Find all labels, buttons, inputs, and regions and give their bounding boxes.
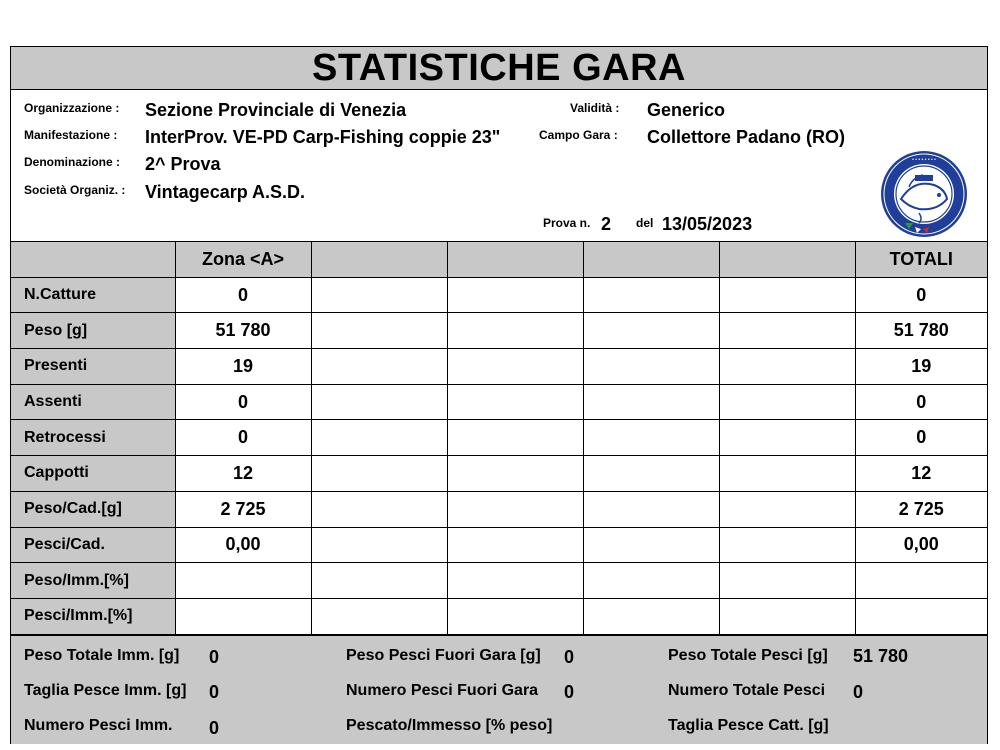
manifestazione-value: InterProv. VE-PD Carp-Fishing coppie 23" [145,127,501,147]
totali-cell: 51 780 [855,313,987,349]
table-cell [447,527,583,563]
table-cell [311,420,447,456]
table-cell [447,349,583,385]
row-label: Pesci/Cad. [11,527,175,563]
header-cell-empty [11,242,175,277]
totali-cell: 2 725 [855,491,987,527]
table-cell [447,420,583,456]
row-label: Pesci/Imm.[%] [11,598,175,634]
table-cell [719,456,855,492]
table-row [11,313,987,349]
totali-cell [855,563,987,599]
campo-gara-label: Campo Gara : [539,128,618,142]
table-cell: 0 [175,384,311,420]
header-cell [719,242,855,277]
organizzazione-label: Organizzazione : [24,101,120,115]
peso-totale-pesci-value: 51 780 [853,646,909,666]
table-row [11,598,987,634]
peso-fuori-gara-value: 0 [564,647,575,667]
table-cell: 12 [175,456,311,492]
table-row [11,527,987,563]
campo-gara-value: Collettore Padano (RO) [647,127,846,147]
footer-summary [11,635,987,744]
row-label: Presenti [11,349,175,385]
validita-value: Generico [647,100,726,120]
table-row [11,277,987,313]
row-label: Peso/Cad.[g] [11,491,175,527]
table-cell [719,598,855,634]
table-cell [311,527,447,563]
totali-cell: 0 [855,277,987,313]
header-cell-zona-a: Zona <A> [175,242,311,277]
row-label: Assenti [11,384,175,420]
header-cell [447,242,583,277]
peso-fuori-gara-label: Peso Pesci Fuori Gara [g] [346,647,541,664]
pescato-immesso-label: Pescato/Immesso [% peso] [346,717,553,734]
header-cell [311,242,447,277]
table-cell [719,384,855,420]
header-cell-totali: TOTALI [855,242,987,277]
numero-pesci-imm-value: 0 [209,718,220,738]
table-cell [719,420,855,456]
table-cell: 0 [175,277,311,313]
prova-label: Prova n. [543,216,591,230]
table-cell: 0 [175,420,311,456]
taglia-pesce-imm-label: Taglia Pesce Imm. [g] [24,682,187,699]
table-row [11,384,987,420]
row-label: Peso [g] [11,313,175,349]
numero-fuori-gara-label: Numero Pesci Fuori Gara [346,682,539,699]
peso-totale-pesci-label: Peso Totale Pesci [g] [668,647,828,664]
row-label: Retrocessi [11,420,175,456]
table-cell [447,491,583,527]
table-cell: 2 725 [175,491,311,527]
numero-totale-pesci-value: 0 [853,682,864,702]
del-label: del [636,216,654,230]
table-cell [311,598,447,634]
table-cell [447,563,583,599]
totali-cell: 0,00 [855,527,987,563]
table-header-row [11,242,987,277]
table-cell [311,277,447,313]
table-cell [583,598,719,634]
row-label: Peso/Imm.[%] [11,563,175,599]
table-cell [719,527,855,563]
table-cell [719,277,855,313]
table-row [11,491,987,527]
numero-pesci-imm-label: Numero Pesci Imm. [24,717,173,734]
table-cell [447,456,583,492]
table-cell [311,456,447,492]
table-row [11,456,987,492]
table-cell [719,349,855,385]
totali-cell: 0 [855,420,987,456]
table-cell [311,491,447,527]
organizzazione-value: Sezione Provinciale di Venezia [145,100,407,120]
table-cell [583,384,719,420]
fipsas-logo-icon [879,149,969,239]
table-row [11,349,987,385]
peso-totale-imm-value: 0 [209,647,220,667]
table-cell [583,563,719,599]
table-row [11,420,987,456]
totali-cell: 12 [855,456,987,492]
validita-label: Validità : [570,101,620,115]
table-cell: 0,00 [175,527,311,563]
table-cell [583,349,719,385]
table-cell [175,563,311,599]
table-cell [311,563,447,599]
denominazione-label: Denominazione : [24,155,121,169]
table-cell [175,598,311,634]
table-cell [583,277,719,313]
table-cell [447,384,583,420]
table-cell [583,491,719,527]
page-title: STATISTICHE GARA [11,47,987,90]
table-cell [719,491,855,527]
manifestazione-label: Manifestazione : [24,128,118,142]
table-cell [583,313,719,349]
numero-totale-pesci-label: Numero Totale Pesci [668,682,826,699]
taglia-pesce-imm-value: 0 [209,682,220,702]
header-cell [583,242,719,277]
totali-cell [855,598,987,634]
table-cell [719,313,855,349]
row-label: Cappotti [11,456,175,492]
totali-cell: 19 [855,349,987,385]
row-label: N.Catture [11,277,175,313]
info-section [11,90,987,242]
table-cell: 51 780 [175,313,311,349]
statistics-table [11,242,987,635]
table-cell [311,384,447,420]
table-cell [583,456,719,492]
denominazione-value: 2^ Prova [145,154,221,174]
totali-cell: 0 [855,384,987,420]
societa-label: Società Organiz. : [24,183,126,197]
table-cell [583,527,719,563]
peso-totale-imm-label: Peso Totale Imm. [g] [24,647,180,664]
table-cell [447,598,583,634]
table-cell [447,277,583,313]
table-cell [311,313,447,349]
taglia-pesce-catt-label: Taglia Pesce Catt. [g] [668,717,829,734]
table-cell [311,349,447,385]
prova-value: 2 [601,214,612,234]
table-cell: 19 [175,349,311,385]
numero-fuori-gara-value: 0 [564,682,575,702]
svg-text:• • • • • • • •: • • • • • • • • [912,157,936,163]
date-value: 13/05/2023 [662,214,753,234]
statistics-sheet [10,46,988,744]
societa-value: Vintagecarp A.S.D. [145,182,306,202]
table-cell [719,563,855,599]
table-row [11,563,987,599]
table-cell [583,420,719,456]
table-cell [447,313,583,349]
